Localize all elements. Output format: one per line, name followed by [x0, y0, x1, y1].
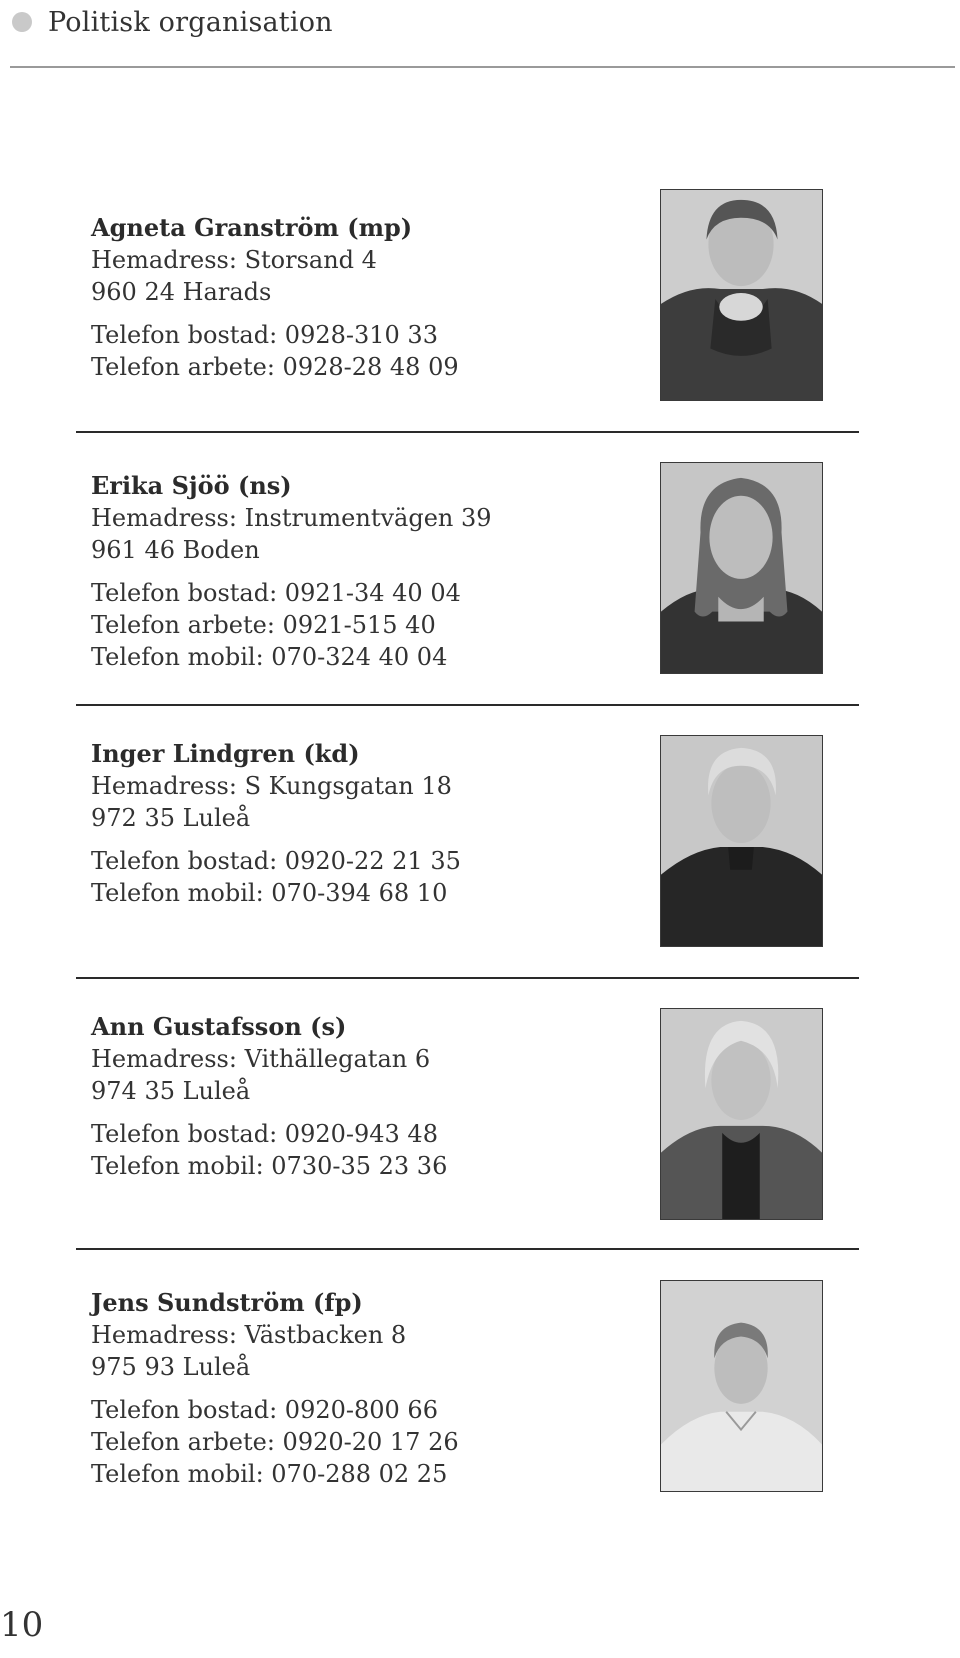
member-address: Hemadress: Instrumentvägen 39 [91, 504, 492, 532]
header-divider [10, 66, 955, 68]
member-phone: Telefon mobil: 070-288 02 25 [91, 1460, 448, 1488]
member-phone: Telefon bostad: 0920-800 66 [91, 1396, 438, 1424]
member-entry [91, 738, 611, 909]
member-phone: Telefon bostad: 0921-34 40 04 [91, 579, 461, 607]
member-photo [660, 735, 823, 947]
member-photo [660, 1008, 823, 1220]
member-phone: Telefon bostad: 0920-943 48 [91, 1120, 438, 1148]
member-phone: Telefon bostad: 0928-310 33 [91, 321, 438, 349]
entry-divider [76, 431, 859, 433]
member-address: Hemadress: S Kungsgatan 18 [91, 772, 452, 800]
section-title: Politisk organisation [48, 6, 333, 38]
entry-divider [76, 704, 859, 706]
member-phone: Telefon mobil: 070-324 40 04 [91, 643, 448, 671]
member-address: Hemadress: Storsand 4 [91, 246, 377, 274]
member-photo [660, 462, 823, 674]
member-address: Hemadress: Västbacken 8 [91, 1321, 407, 1349]
member-phone: Telefon arbete: 0921-515 40 [91, 611, 436, 639]
page-number: 10 [0, 1605, 44, 1645]
member-postal: 972 35 Luleå [91, 804, 251, 832]
member-entry [91, 1287, 611, 1490]
member-phone: Telefon arbete: 0928-28 48 09 [91, 353, 459, 381]
entry-divider [76, 977, 859, 979]
member-photo [660, 1280, 823, 1492]
member-postal: 961 46 Boden [91, 536, 260, 564]
entry-divider [76, 1248, 859, 1250]
section-header [12, 2, 333, 42]
member-name: Agneta Granström (mp) [91, 213, 413, 242]
member-entry [91, 212, 611, 383]
member-phone: Telefon mobil: 0730-35 23 36 [91, 1152, 448, 1180]
member-entry [91, 1011, 611, 1182]
member-phone: Telefon arbete: 0920-20 17 26 [91, 1428, 459, 1456]
member-phone: Telefon mobil: 070-394 68 10 [91, 879, 448, 907]
member-postal: 960 24 Harads [91, 278, 272, 306]
member-phone: Telefon bostad: 0920-22 21 35 [91, 847, 461, 875]
member-entry [91, 470, 611, 673]
member-photo [660, 189, 823, 401]
member-address: Hemadress: Vithällegatan 6 [91, 1045, 431, 1073]
bullet-icon [12, 12, 32, 32]
member-name: Ann Gustafsson (s) [91, 1012, 347, 1041]
member-postal: 974 35 Luleå [91, 1077, 251, 1105]
member-name: Inger Lindgren (kd) [91, 739, 360, 768]
member-name: Jens Sundström (fp) [91, 1288, 363, 1317]
member-name: Erika Sjöö (ns) [91, 471, 292, 500]
member-postal: 975 93 Luleå [91, 1353, 251, 1381]
